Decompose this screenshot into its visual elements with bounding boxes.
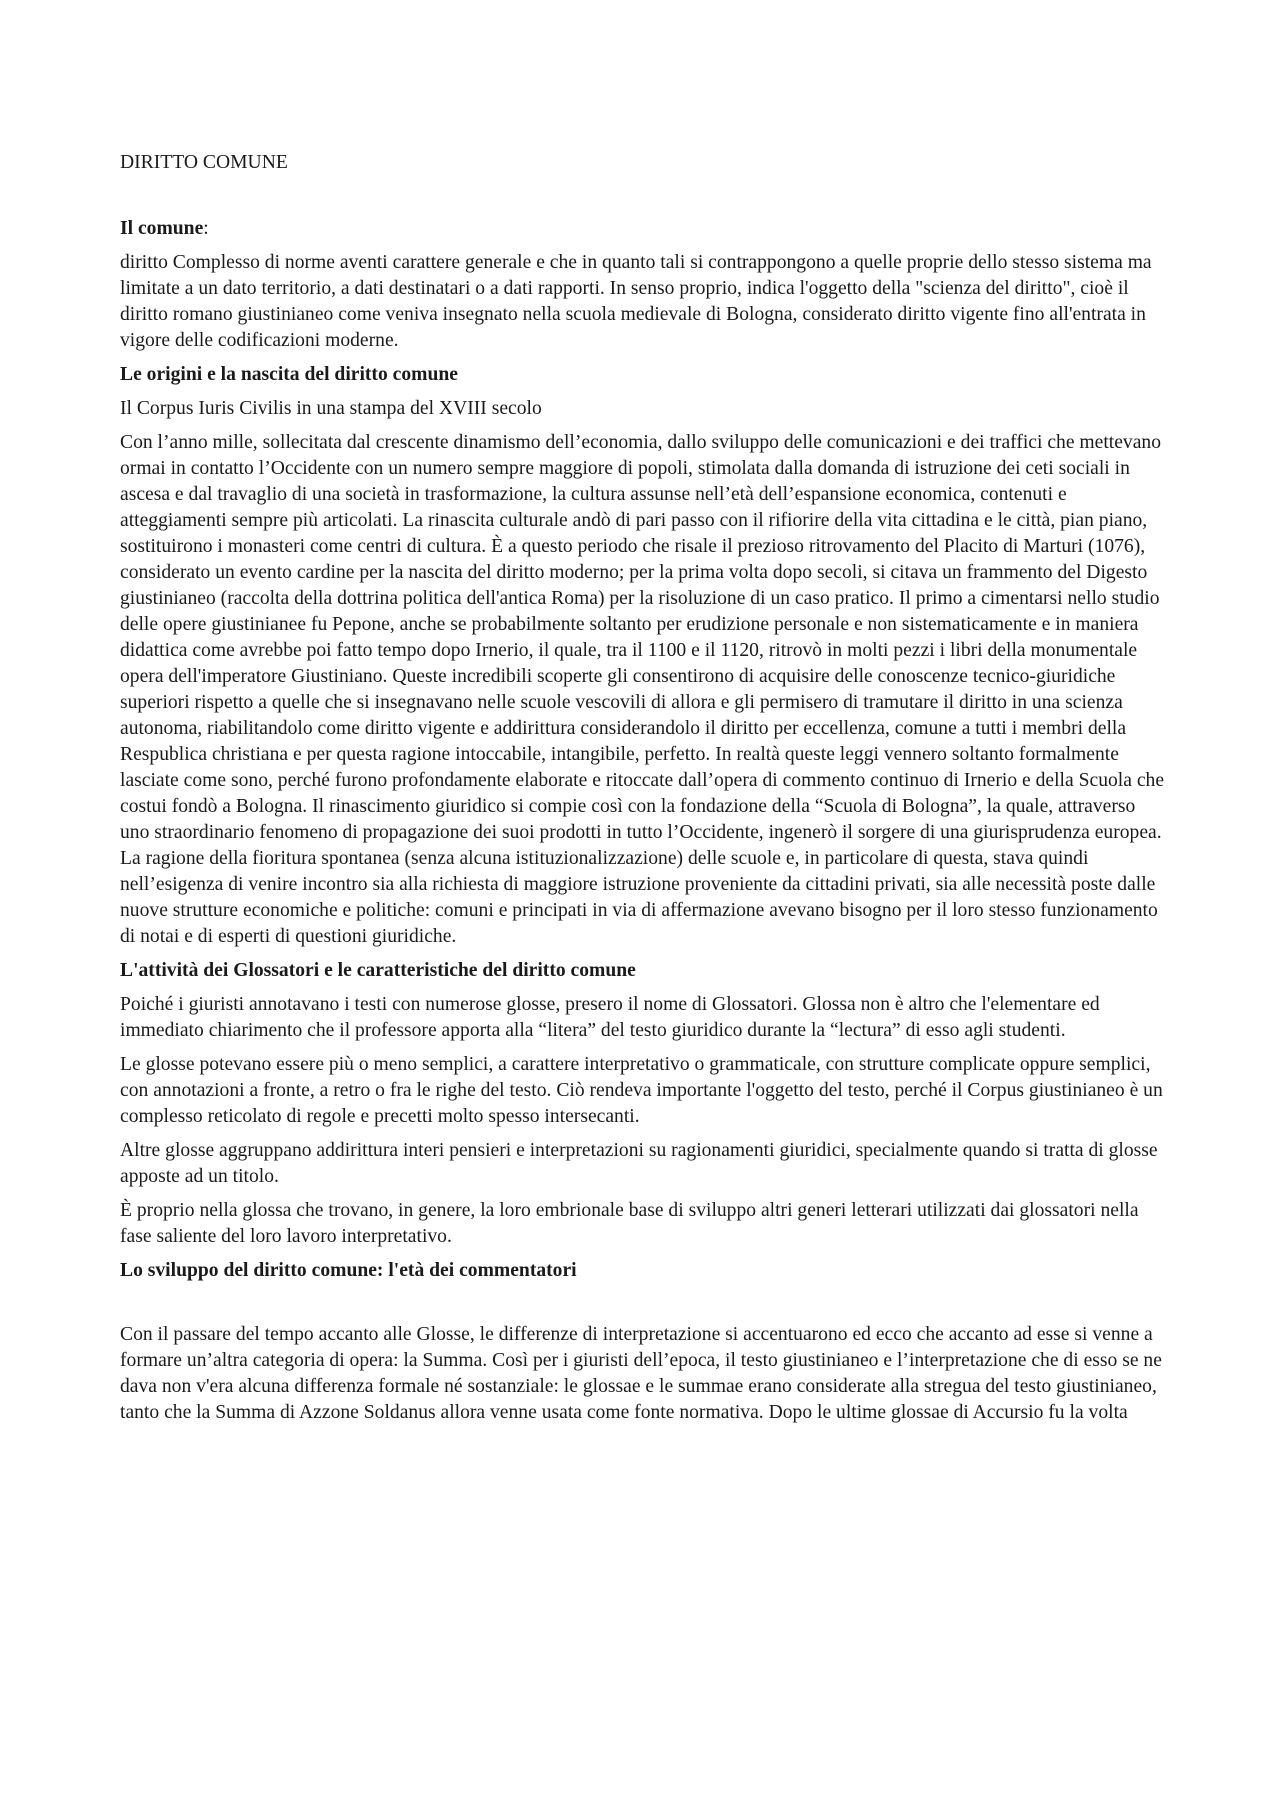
section-heading-commentatori: Lo sviluppo del diritto comune: l'età dei commentatori <box>120 1260 577 1281</box>
section-heading-origini: Le origini e la nascita del diritto comune <box>120 364 458 385</box>
section-heading-text: Il comune <box>120 218 204 239</box>
document-title: DIRITTO COMUNE <box>120 152 288 173</box>
section-heading-glossatori: L'attività dei Glossatori e le caratteristiche del diritto comune <box>120 960 636 981</box>
paragraph-definition: diritto Complesso di norme aventi carattere generale e che in quanto tali si contrappongono a quelle proprie dello stesso sistema ma limitate a un dato territorio, a dati destinatari o a dati rapporti. In senso proprio, indica l'oggetto della "scienza del diritto", cioè il diritto romano giustinianeo come veniva insegnato nella scuola medievale di Bologna, considerato diritto vigente fino all'entrata in vigore delle codificazioni moderne. <box>120 252 1152 351</box>
document-page <box>120 150 1166 1434</box>
paragraph-glossatori-2: Le glosse potevano essere più o meno semplici, a carattere interpretativo o grammaticale, con strutture complicate oppure semplici, con annotazioni a fronte, a retro o fra le righe del testo. Ciò rendeva importante l'oggetto del testo, perché il Corpus giustinianeo è un complesso reticolato di regole e precetti molto spesso intersecanti. <box>120 1054 1163 1127</box>
image-caption: Il Corpus Iuris Civilis in una stampa del XVIII secolo <box>120 398 542 419</box>
paragraph-glossatori-4: È proprio nella glossa che trovano, in genere, la loro embrionale base di sviluppo altri generi letterari utilizzati dai glossatori nella fase saliente del loro lavoro interpretativo. <box>120 1200 1139 1247</box>
heading-colon: : <box>203 218 209 239</box>
paragraph-commentatori: Con il passare del tempo accanto alle Glosse, le differenze di interpretazione si accentuarono ed ecco che accanto ad esse si venne a formare un’altra categoria di opera: la Summa. Così per i giuristi dell’epoca, il testo giustinianeo e l’interpretazione che di esso se ne dava non v'era alcuna differenza formale né sostanziale: le glossae e le summae erano considerate alla stregua del testo giustinianeo, tanto che la Summa di Azzone Soldanus allora venne usata come fonte normativa. Dopo le ultime glossae di Accursio fu la volta <box>120 1324 1162 1423</box>
section-heading-comune <box>120 216 1166 242</box>
paragraph-origini: Con l’anno mille, sollecitata dal crescente dinamismo dell’economia, dallo sviluppo delle comunicazioni e dei traffici che mettevano ormai in contatto l’Occidente con un numero sempre maggiore di popoli, stimolata dalla domanda di istruzione dei ceti sociali in ascesa e dal travaglio di una società in trasformazione, la cultura assunse nell’età dell’espansione economica, contenuti e atteggiamenti sempre più articolati. La rinascita culturale andò di pari passo con il rifiorire della vita cittadina e le città, pian piano, sostituirono i monasteri come centri di cultura. È a questo periodo che risale il prezioso ritrovamento del Placito di Marturi (1076), considerato un evento cardine per la nascita del diritto moderno; per la prima volta dopo secoli, si citava un frammento del Digesto giustinianeo (raccolta della dottrina politica dell'antica Roma) per la risoluzione di un caso pratico. Il primo a cimentarsi nello studio delle opere giustinianee fu Pepone, anche se probabilmente soltanto per erudizione personale e non sistematicamente e in maniera didattica come avrebbe poi fatto tempo dopo Irnerio, il quale, tra il 1100 e il 1120, ritrovò in molti pezzi i libri della monumentale opera dell'imperatore Giustiniano. Queste incredibili scoperte gli consentirono di acquisire delle conoscenze tecnico-giuridiche superiori rispetto a quelle che si insegnavano nelle scuole vescovili di allora e gli permisero di tramutare il diritto in una scienza autonoma, riabilitandolo come diritto vigente e addirittura considerandolo il diritto per eccellenza, comune a tutti i membri della Respublica christiana e per questa ragione intoccabile, intangibile, perfetto. In realtà queste leggi vennero soltanto formalmente lasciate come sono, perché furono profondamente elaborate e ritoccate dall’opera di commento continuo di Irnerio e della Scuola che costui fondò a Bologna. Il rinascimento giuridico si compie così con la fondazione della “Scuola di Bologna”, la quale, attraverso uno straordinario fenomeno di propagazione dei suoi prodotti in tutto l’Occidente, ingenerò il sorgere di una giurisprudenza europea. La ragione della fioritura spontanea (senza alcuna istituzionalizzazione) delle scuole e, in particolare di questa, stava quindi nell’esigenza di venire incontro sia alla richiesta di maggiore istruzione proveniente da cittadini privati, sia alle necessità poste dalle nuove strutture economiche e politiche: comuni e principati in via di affermazione avevano bisogno per il loro stesso funzionamento di notai e di esperti di questioni giuridiche. <box>120 432 1165 947</box>
paragraph-glossatori-1: Poiché i giuristi annotavano i testi con numerose glosse, presero il nome di Glossatori. Glossa non è altro che l'elementare ed immediato chiarimento che il professore apporta alla “litera” del testo giuridico durante la “lectura” di esso agli studenti. <box>120 994 1100 1041</box>
paragraph-glossatori-3: Altre glosse aggruppano addirittura interi pensieri e interpretazioni su ragionamenti giuridici, specialmente quando si tratta di glosse apposte ad un titolo. <box>120 1140 1158 1187</box>
